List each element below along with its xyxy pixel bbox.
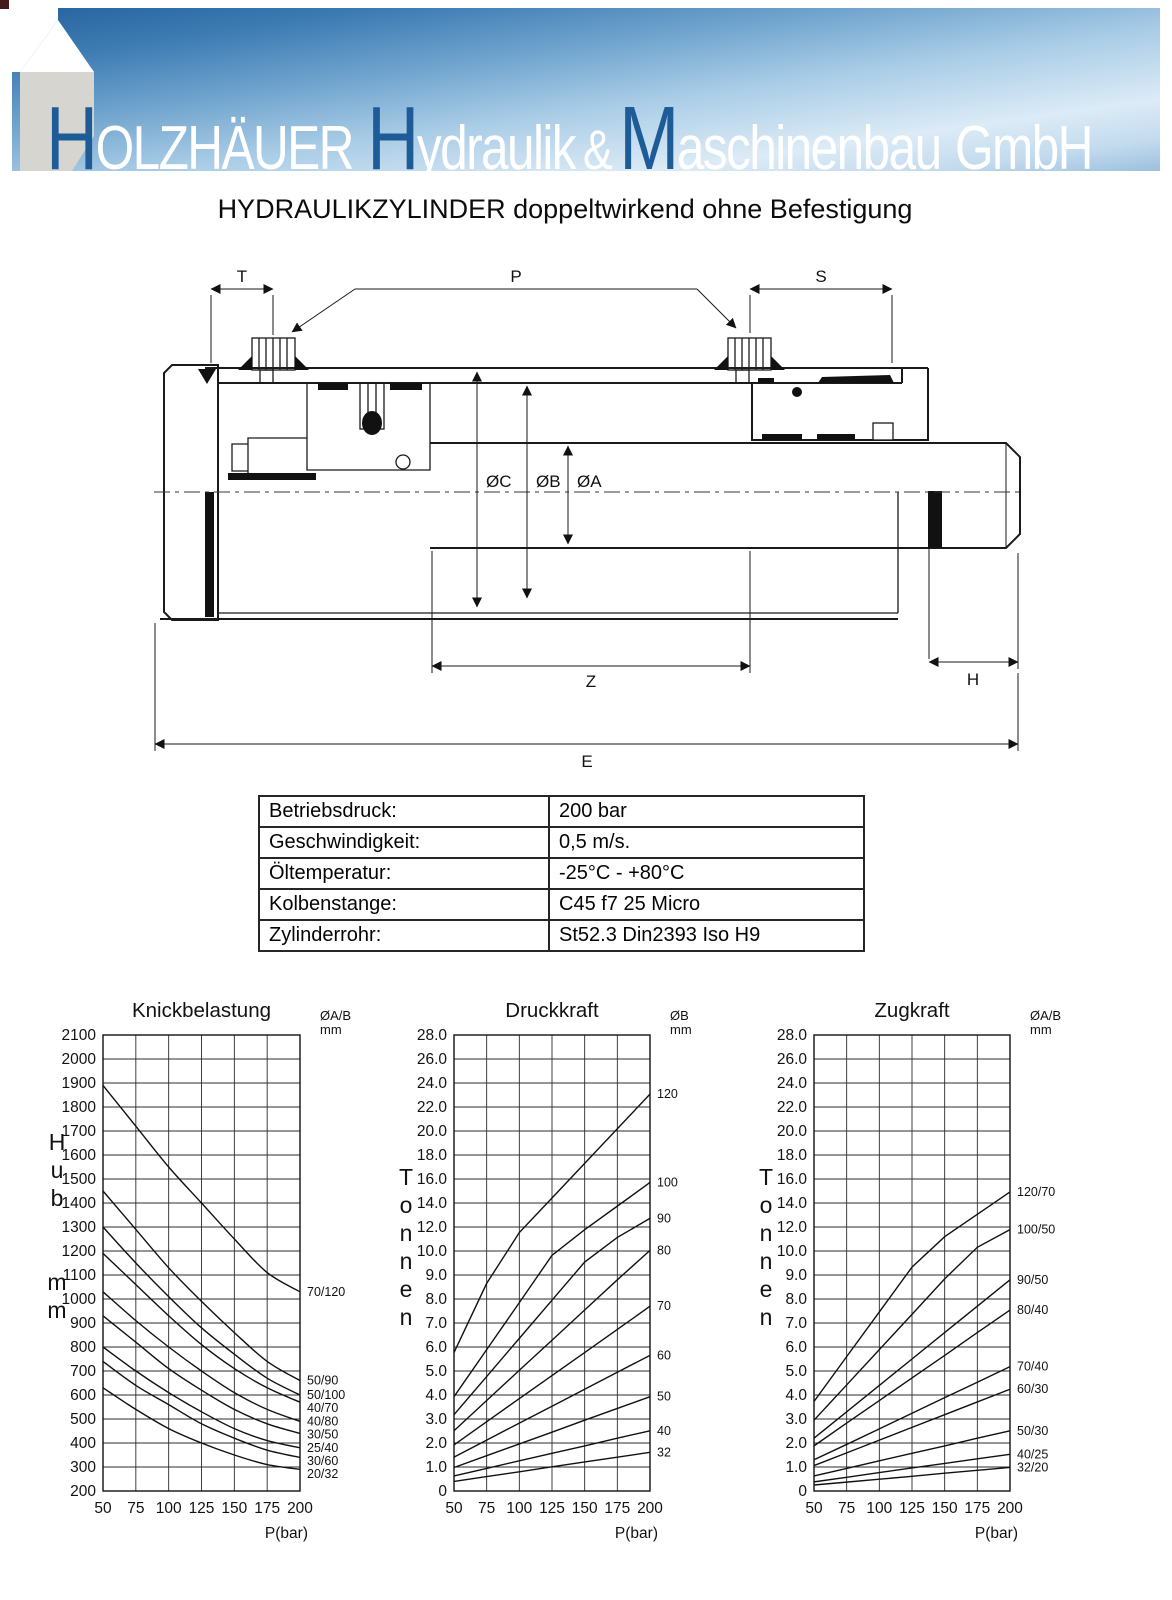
chart-zugkraft: [748, 995, 1100, 1555]
series-labels: [307, 1285, 345, 1481]
svg-text:5.0: 5.0: [785, 1363, 807, 1380]
svg-text:0: 0: [438, 1483, 447, 1500]
svg-text:1300: 1300: [61, 1219, 96, 1236]
svg-text:2100: 2100: [61, 1027, 96, 1044]
svg-text:n: n: [399, 1220, 413, 1246]
svg-text:26.0: 26.0: [776, 1051, 807, 1068]
svg-text:1000: 1000: [61, 1291, 96, 1308]
svg-text:3.0: 3.0: [785, 1411, 807, 1428]
series-label-100/50: 100/50: [1017, 1222, 1056, 1237]
spec-label: Geschwindigkeit:: [259, 827, 549, 858]
dim-label-p: P: [510, 267, 522, 286]
chart-knickbelastung: [35, 995, 387, 1555]
piston-assembly: [228, 383, 430, 480]
dim-label-z: Z: [585, 672, 597, 691]
logo-ampersand: &: [583, 118, 612, 181]
scan-artifact: [0, 0, 9, 9]
logo-word-1: OLZHÄUER: [95, 114, 353, 183]
svg-text:e: e: [399, 1276, 413, 1302]
svg-text:20.0: 20.0: [776, 1123, 807, 1140]
logo-initial-h1: H: [46, 89, 96, 189]
svg-text:4.0: 4.0: [785, 1387, 807, 1404]
svg-text:1800: 1800: [61, 1099, 96, 1116]
svg-text:1600: 1600: [61, 1147, 96, 1164]
svg-text:2.0: 2.0: [425, 1435, 447, 1452]
oil-port-right: [714, 338, 785, 383]
weld-mark: [198, 369, 216, 384]
svg-text:1500: 1500: [61, 1171, 96, 1188]
svg-text:500: 500: [70, 1411, 96, 1428]
series-label-40/25: 40/25: [1017, 1447, 1049, 1462]
svg-text:e: e: [759, 1276, 773, 1302]
svg-text:9.0: 9.0: [425, 1267, 447, 1284]
table-row: [259, 858, 864, 889]
gland-details: [758, 375, 929, 659]
svg-text:200: 200: [70, 1483, 96, 1500]
svg-text:H: H: [48, 1129, 66, 1155]
svg-text:24.0: 24.0: [776, 1075, 807, 1092]
svg-text:1100: 1100: [62, 1267, 96, 1284]
right-axis-title: mm: [670, 1022, 692, 1037]
table-row: [259, 827, 864, 858]
x-axis-tick-labels: [445, 1500, 663, 1517]
x-axis-title: P(bar): [264, 1525, 308, 1542]
cylinder-technical-drawing: [150, 255, 1030, 770]
svg-text:o: o: [399, 1192, 413, 1218]
logo-suffix: GmbH: [954, 114, 1092, 183]
series-label-80/40: 80/40: [1017, 1303, 1049, 1318]
svg-text:18.0: 18.0: [776, 1147, 807, 1164]
svg-text:16.0: 16.0: [416, 1171, 447, 1188]
series-label-40/70: 40/70: [307, 1401, 339, 1415]
svg-text:50: 50: [445, 1500, 463, 1517]
svg-text:18.0: 18.0: [416, 1147, 447, 1164]
logo-word-3: aschinenbau: [676, 114, 941, 183]
svg-text:175: 175: [604, 1500, 631, 1517]
svg-text:150: 150: [221, 1500, 248, 1517]
svg-text:24.0: 24.0: [416, 1075, 447, 1092]
series-label-70: 70: [657, 1299, 671, 1314]
svg-text:1400: 1400: [61, 1195, 96, 1212]
chart-title: Druckkraft: [505, 999, 599, 1022]
y-axis-tick-labels: [777, 1027, 808, 1500]
svg-text:7.0: 7.0: [785, 1315, 807, 1332]
y-axis-title: [399, 1164, 413, 1330]
dim-label-s: S: [815, 267, 827, 286]
grid: [454, 1035, 650, 1491]
spec-value: -25°C - +80°C: [549, 858, 864, 889]
series-label-80: 80: [657, 1243, 671, 1258]
y-axis-title: [759, 1164, 773, 1330]
dim-label-db: ØB: [536, 472, 561, 491]
svg-text:o: o: [759, 1192, 773, 1218]
company-logo-banner: [12, 8, 1160, 189]
y-axis-tick-labels: [417, 1027, 448, 1500]
svg-text:100: 100: [866, 1500, 893, 1517]
svg-text:8.0: 8.0: [785, 1291, 807, 1308]
svg-text:75: 75: [838, 1500, 856, 1517]
series-label-60: 60: [657, 1348, 671, 1363]
svg-text:700: 700: [70, 1363, 96, 1380]
svg-text:75: 75: [127, 1500, 145, 1517]
svg-text:125: 125: [899, 1500, 925, 1517]
svg-text:150: 150: [571, 1500, 598, 1517]
series-label-120/70: 120/70: [1017, 1184, 1056, 1199]
svg-text:n: n: [759, 1248, 773, 1274]
x-axis-title: P(bar): [974, 1525, 1018, 1542]
rod-seal-band: [928, 491, 942, 548]
x-axis-title: P(bar): [614, 1525, 658, 1542]
series-labels: [1017, 1185, 1055, 1475]
svg-text:50: 50: [805, 1500, 823, 1517]
chart-title: Knickbelastung: [131, 999, 272, 1022]
logo-word-2: ydraulik: [416, 114, 575, 183]
svg-text:6.0: 6.0: [425, 1339, 447, 1356]
svg-text:n: n: [759, 1304, 773, 1330]
grid: [103, 1035, 300, 1491]
svg-text:800: 800: [70, 1339, 96, 1356]
svg-text:100: 100: [506, 1500, 533, 1517]
svg-text:0: 0: [798, 1483, 807, 1500]
dim-label-t: T: [236, 267, 248, 286]
svg-text:28.0: 28.0: [416, 1027, 447, 1044]
y-axis-tick-labels: [62, 1027, 97, 1500]
spec-label: Betriebsdruck:: [259, 796, 549, 827]
svg-text:1900: 1900: [61, 1075, 96, 1092]
svg-text:10.0: 10.0: [416, 1243, 447, 1260]
spec-value: 0,5 m/s.: [549, 827, 864, 858]
series-label-100: 100: [657, 1175, 678, 1190]
x-axis-tick-labels: [805, 1500, 1023, 1517]
spec-value: St52.3 Din2393 Iso H9: [549, 920, 864, 951]
svg-text:8.0: 8.0: [425, 1291, 447, 1308]
cap-seal-bar: [205, 492, 214, 617]
svg-text:175: 175: [964, 1500, 991, 1517]
svg-text:100: 100: [155, 1500, 182, 1517]
series-label-50/30: 50/30: [1017, 1423, 1049, 1438]
svg-text:m: m: [47, 1297, 67, 1323]
series-label-32/20: 32/20: [1017, 1460, 1049, 1475]
svg-text:600: 600: [70, 1387, 96, 1404]
spec-value: C45 f7 25 Micro: [549, 889, 864, 920]
svg-text:2.0: 2.0: [785, 1435, 807, 1452]
dim-label-da: ØA: [577, 472, 602, 491]
svg-text:200: 200: [997, 1500, 1023, 1517]
series-label-25/40: 25/40: [307, 1440, 339, 1455]
table-row: [259, 889, 864, 920]
chart-druckkraft: [388, 995, 728, 1555]
grid: [814, 1035, 1010, 1491]
svg-text:b: b: [50, 1185, 64, 1211]
series-label-40: 40: [657, 1423, 671, 1438]
series-label-120: 120: [657, 1087, 678, 1102]
dim-label-e: E: [581, 752, 593, 770]
spec-label: Öltemperatur:: [259, 858, 549, 889]
x-axis-tick-labels: [94, 1500, 313, 1517]
svg-text:n: n: [399, 1304, 413, 1330]
series-label-32: 32: [657, 1445, 671, 1460]
right-axis-title: ØB: [670, 1008, 689, 1023]
page-title: HYDRAULIKZYLINDER doppeltwirkend ohne Befestigung: [217, 194, 913, 224]
spec-label: Zylinderrohr:: [259, 920, 549, 951]
series-label-40/80: 40/80: [307, 1414, 339, 1429]
table-row: [259, 920, 864, 951]
svg-text:1700: 1700: [61, 1123, 96, 1140]
company-name: [46, 89, 1092, 189]
dim-label-h: H: [966, 670, 980, 689]
svg-text:m: m: [47, 1269, 67, 1295]
series-labels: [657, 1087, 678, 1459]
svg-text:12.0: 12.0: [776, 1219, 807, 1236]
series-label-50: 50: [657, 1389, 671, 1404]
svg-text:T: T: [758, 1164, 774, 1190]
series-label-70/120: 70/120: [307, 1284, 346, 1299]
svg-text:200: 200: [287, 1500, 313, 1517]
svg-text:3.0: 3.0: [425, 1411, 447, 1428]
svg-text:12.0: 12.0: [416, 1219, 447, 1236]
table-row: [259, 796, 864, 827]
series-label-50/90: 50/90: [307, 1373, 339, 1388]
svg-text:175: 175: [254, 1500, 281, 1517]
svg-text:4.0: 4.0: [425, 1387, 447, 1404]
logo-initial-h2: H: [367, 89, 417, 189]
series-label-30/50: 30/50: [307, 1427, 339, 1442]
logo-initial-m: M: [619, 89, 677, 189]
right-axis-title: mm: [320, 1022, 342, 1037]
svg-text:T: T: [398, 1164, 414, 1190]
series-label-30/60: 30/60: [307, 1453, 339, 1468]
svg-text:50: 50: [94, 1500, 112, 1517]
svg-text:26.0: 26.0: [416, 1051, 447, 1068]
dimension-labels: [237, 267, 979, 770]
svg-text:125: 125: [539, 1500, 565, 1517]
svg-text:900: 900: [70, 1315, 96, 1332]
svg-text:9.0: 9.0: [785, 1267, 807, 1284]
svg-text:7.0: 7.0: [425, 1315, 447, 1332]
svg-text:u: u: [50, 1157, 64, 1183]
svg-text:10.0: 10.0: [776, 1243, 807, 1260]
svg-text:150: 150: [931, 1500, 958, 1517]
right-axis-title: ØA/B: [320, 1008, 352, 1023]
svg-text:1200: 1200: [61, 1243, 96, 1260]
svg-text:125: 125: [188, 1500, 215, 1517]
series-label-90/50: 90/50: [1017, 1272, 1049, 1287]
series-label-90: 90: [657, 1211, 671, 1226]
right-axis-title: ØA/B: [1030, 1008, 1062, 1023]
svg-text:1.0: 1.0: [785, 1459, 807, 1476]
svg-text:22.0: 22.0: [776, 1099, 807, 1116]
spec-label: Kolbenstange:: [259, 889, 549, 920]
svg-text:14.0: 14.0: [416, 1195, 447, 1212]
chart-title: Zugkraft: [874, 999, 950, 1022]
svg-text:n: n: [399, 1248, 413, 1274]
series-label-20/32: 20/32: [307, 1466, 339, 1481]
svg-text:22.0: 22.0: [416, 1099, 447, 1116]
svg-text:n: n: [759, 1220, 773, 1246]
right-axis-title: mm: [1030, 1022, 1052, 1037]
svg-text:5.0: 5.0: [425, 1363, 447, 1380]
svg-text:14.0: 14.0: [776, 1195, 807, 1212]
svg-text:2000: 2000: [61, 1051, 96, 1068]
svg-text:300: 300: [70, 1459, 96, 1476]
svg-text:1.0: 1.0: [425, 1459, 447, 1476]
dim-label-dc: ØC: [486, 472, 512, 491]
svg-text:6.0: 6.0: [785, 1339, 807, 1356]
spec-table: [258, 795, 865, 952]
spec-value: 200 bar: [549, 796, 864, 827]
series-label-70/40: 70/40: [1017, 1359, 1049, 1374]
svg-text:75: 75: [478, 1500, 496, 1517]
series-label-60/30: 60/30: [1017, 1382, 1049, 1397]
svg-text:400: 400: [70, 1435, 96, 1452]
svg-text:16.0: 16.0: [776, 1171, 807, 1188]
oil-port-left: [238, 338, 309, 383]
series-label-50/100: 50/100: [307, 1388, 346, 1402]
svg-text:28.0: 28.0: [776, 1027, 807, 1044]
svg-text:20.0: 20.0: [416, 1123, 447, 1140]
svg-text:200: 200: [637, 1500, 663, 1517]
